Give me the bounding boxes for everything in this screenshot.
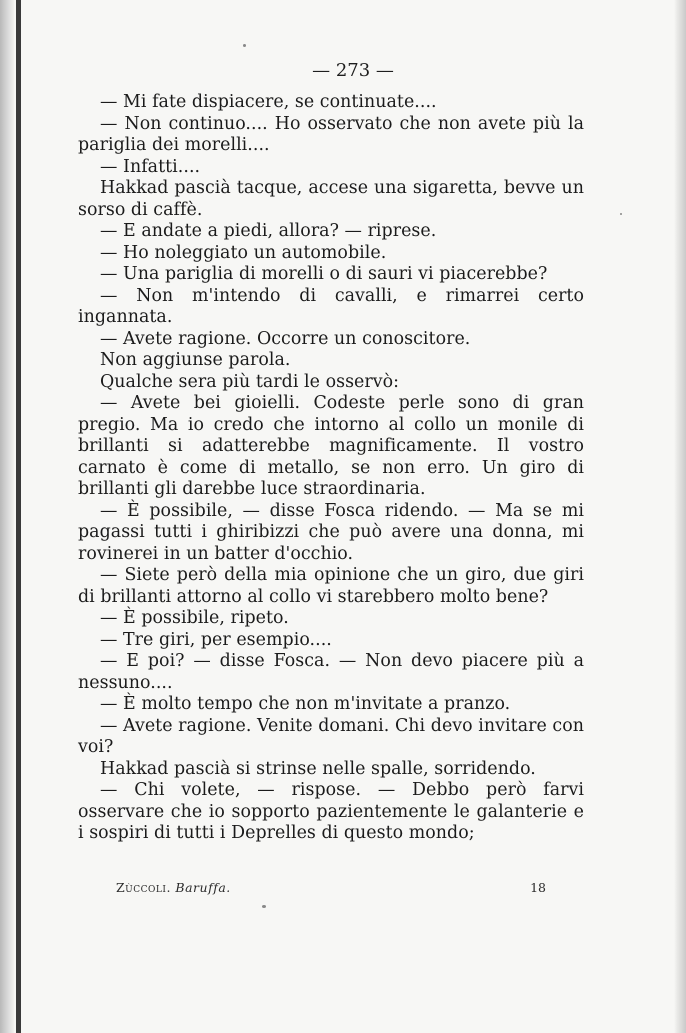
running-footer (116, 880, 231, 895)
paragraph: — Mi fate dispiacere, se continuate.... (100, 92, 437, 112)
print-speck (620, 213, 622, 215)
paragraph: Qualche sera più tardi le osservò: (100, 371, 400, 392)
paragraph: — Avete bei gioielli. Codeste perle sono di gran pregio. Ma io credo che intorno al collo un monile di brillanti si adatterebbe magnificamente. Il vostro carnato è come di metallo, se non erro. Un giro di brillanti gli darebbe luce straordinaria. (78, 393, 584, 499)
paragraph: — È possibile, ripeto. (100, 608, 289, 628)
paragraph: — Siete però della mia opinione che un giro, due giri di brillanti attorno al collo vi starebbero molto bene? (78, 565, 584, 607)
paragraph: — Una pariglia di morelli o di sauri vi piacerebbe? (100, 264, 548, 284)
paragraph: — E andate a piedi, allora? — riprese. (100, 221, 437, 241)
print-speck (243, 44, 246, 47)
paragraph: — Chi volete, — rispose. — Debbo però farvi osservare che io sopporto pazientemente le galanterie e i sospiri di tutti i Deprelles di questo mondo; (78, 780, 584, 843)
paragraph: — È molto tempo che non m'invitate a pranzo. (100, 694, 511, 714)
paragraph: — E poi? — disse Fosca. — Non devo piacere più a nessuno.... (78, 651, 584, 693)
page-number: — 273 — (312, 60, 394, 81)
body-text (78, 92, 584, 845)
paragraph: — Avete ragione. Occorre un conoscitore. (100, 328, 471, 349)
paragraph: — Non continuo.... Ho osservato che non avete più la pariglia dei morelli.... (78, 113, 584, 155)
paragraph: Hakkad pascià tacque, accese una sigaretta, bevve un sorso di caffè. (78, 178, 584, 220)
page-gutter-shadow (0, 0, 14, 1033)
paragraph: — Avete ragione. Venite domani. Chi devo invitare con voi? (78, 715, 584, 757)
print-speck (262, 905, 266, 908)
footer-author: Zùccoli. (116, 880, 171, 895)
signature-mark: 18 (530, 880, 546, 895)
paragraph: — Ho noleggiato un automobile. (100, 242, 387, 263)
paragraph: — Infatti.... (100, 156, 201, 177)
paragraph: — Non m'intendo di cavalli, e rimarrei certo ingannata. (78, 285, 584, 327)
binding-edge (16, 0, 21, 1033)
paragraph: Hakkad pascià si strinse nelle spalle, sorridendo. (100, 758, 536, 779)
paragraph: Non aggiunse parola. (100, 350, 291, 370)
paragraph: — Tre giri, per esempio.... (100, 629, 332, 650)
paragraph: — È possibile, — disse Fosca ridendo. — Ma se mi pagassi tutti i ghiribizzi che può avere una donna, mi rovinerei in un batter d'occhio. (78, 500, 584, 564)
page-edge-shadow (674, 0, 686, 1033)
footer-title: Baruffa. (175, 880, 231, 895)
